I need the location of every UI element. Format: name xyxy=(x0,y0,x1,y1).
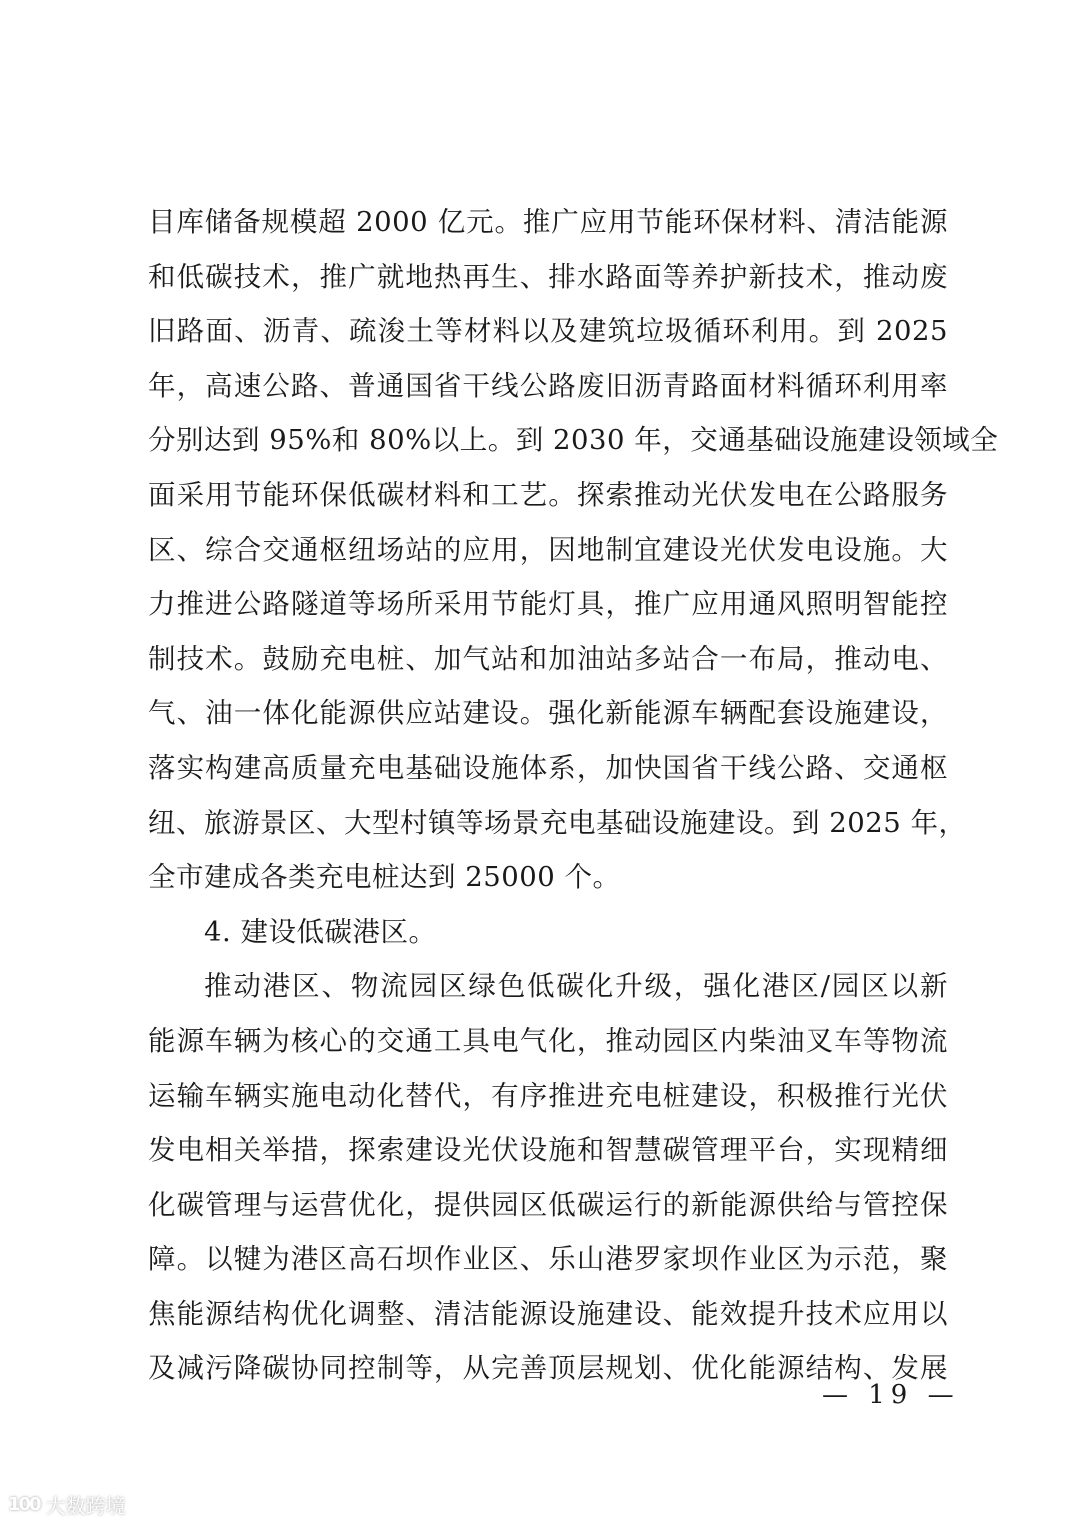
text-line: 推动港区、物流园区绿色低碳化升级，强化港区/园区以新 xyxy=(204,970,948,1003)
text-line: 及减污降碳协同控制等，从完善顶层规划、优化能源结构、发展 xyxy=(148,1352,948,1385)
text-line: 制技术。鼓励充电桩、加气站和加油站多站合一布局，推动电、 xyxy=(148,642,948,675)
text-line: 旧路面、沥青、疏浚土等材料以及建筑垃圾循环利用。到 2025 xyxy=(148,315,948,348)
text-line: 4. 建设低碳港区。 xyxy=(204,915,437,948)
text-line: 分别达到 95%和 80%以上。到 2030 年，交通基础设施建设领域全 xyxy=(148,424,999,457)
watermark-logo-icon: 100 xyxy=(8,1494,40,1515)
watermark-text: 大数跨境 xyxy=(45,1494,126,1518)
watermark xyxy=(8,1490,126,1519)
text-line: 障。以犍为港区高石坝作业区、乐山港罗家坝作业区为示范，聚 xyxy=(148,1243,948,1276)
text-line: 落实构建高质量充电基础设施体系，加快国省干线公路、交通枢 xyxy=(148,751,948,784)
text-line: 全市建成各类充电桩达到 25000 个。 xyxy=(148,861,621,894)
text-line: 化碳管理与运营优化，提供园区低碳运行的新能源供给与管控保 xyxy=(148,1188,948,1221)
text-line: 发电相关举措，探索建设光伏设施和智慧碳管理平台，实现精细 xyxy=(148,1134,948,1167)
text-line: 区、综合交通枢纽场站的应用，因地制宜建设光伏发电设施。大 xyxy=(148,533,948,566)
text-line: 纽、旅游景区、大型村镇等场景充电基础设施建设。到 2025 年， xyxy=(148,806,967,839)
document-body xyxy=(148,202,999,1403)
text-line: 和低碳技术，推广就地热再生、排水路面等养护新技术，推动废 xyxy=(148,260,948,293)
text-line: 力推进公路隧道等场所采用节能灯具，推广应用通风照明智能控 xyxy=(148,588,948,621)
text-line: 气、油一体化能源供应站建设。强化新能源车辆配套设施建设， xyxy=(148,697,948,730)
text-line: 能源车辆为核心的交通工具电气化，推动园区内柴油叉车等物流 xyxy=(148,1024,948,1057)
text-line: 目库储备规模超 2000 亿元。推广应用节能环保材料、清洁能源 xyxy=(148,206,948,238)
page-number: — 19 — xyxy=(822,1380,960,1410)
text-line: 年，高速公路、普通国省干线公路废旧沥青路面材料循环利用率 xyxy=(148,369,948,402)
text-line: 焦能源结构优化调整、清洁能源设施建设、能效提升技术应用以 xyxy=(148,1297,948,1330)
text-line: 面采用节能环保低碳材料和工艺。探索推动光伏发电在公路服务 xyxy=(148,478,948,511)
text-line: 运输车辆实施电动化替代，有序推进充电桩建设，积极推行光伏 xyxy=(148,1079,948,1112)
